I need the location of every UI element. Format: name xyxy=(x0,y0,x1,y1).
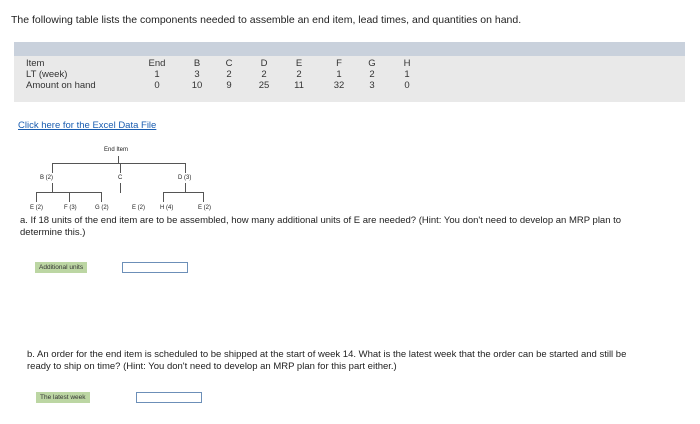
tree-line xyxy=(120,163,121,173)
question-b: b. An order for the end item is scheduled to be shipped at the start of week 14. What is the latest week that the order can be started and still be ready to ship on time? (Hint: You don't need to develop an MRP plan for this part either.) xyxy=(27,349,627,372)
table-cell: 32 xyxy=(333,80,345,91)
additional-units-label: Additional units xyxy=(35,262,87,273)
table-cell: 1 xyxy=(154,69,160,80)
table-cell: 2 xyxy=(261,69,267,80)
table-cell: G xyxy=(368,58,376,69)
tree-line xyxy=(203,192,204,202)
tree-node-e2: E (2) xyxy=(132,205,146,211)
table-row-item xyxy=(14,58,685,69)
tree-line xyxy=(69,192,70,202)
tree-node-b: B (2) xyxy=(40,175,54,181)
table-row-lt xyxy=(14,69,685,80)
row-label-lt: LT (week) xyxy=(26,69,68,80)
tree-node-end-item: End Item xyxy=(104,147,129,153)
tree-node-f: F (3) xyxy=(64,205,77,211)
table-cell: End xyxy=(148,58,166,69)
row-label-onhand: Amount on hand xyxy=(26,80,96,91)
table-cell: 10 xyxy=(191,80,203,91)
tree-node-h: H (4) xyxy=(160,205,174,211)
intro-text: The following table lists the components needed to assemble an end item, lead times, and quantities on hand. xyxy=(11,14,522,26)
latest-week-input[interactable] xyxy=(136,392,202,403)
tree-node-g: G (2) xyxy=(95,205,109,211)
tree-node-d: D (3) xyxy=(178,175,192,181)
table-cell: 25 xyxy=(258,80,270,91)
tree-line xyxy=(52,163,185,164)
table-cell: 3 xyxy=(369,80,375,91)
tree-line xyxy=(36,192,37,202)
table-cell: 2 xyxy=(369,69,375,80)
tree-node-c: C xyxy=(118,175,123,181)
table-cell: 2 xyxy=(296,69,302,80)
table-cell: D xyxy=(260,58,268,69)
tree-line xyxy=(163,192,203,193)
table-cell: F xyxy=(336,58,342,69)
table-cell: 3 xyxy=(194,69,200,80)
table-cell: 11 xyxy=(294,80,304,91)
table-cell: 2 xyxy=(226,69,232,80)
latest-week-label: The latest week xyxy=(36,392,90,403)
table-cell: 0 xyxy=(404,80,410,91)
table-cell: B xyxy=(193,58,201,69)
table-header-band xyxy=(14,42,685,56)
table-cell: 9 xyxy=(226,80,232,91)
tree-line xyxy=(120,183,121,193)
table-cell: C xyxy=(225,58,233,69)
tree-node-e1: E (2) xyxy=(30,205,44,211)
tree-line xyxy=(101,192,102,202)
additional-units-input[interactable] xyxy=(122,262,188,273)
table-cell: 1 xyxy=(336,69,342,80)
components-table xyxy=(14,42,685,102)
table-cell: 1 xyxy=(404,69,410,80)
table-cell: H xyxy=(403,58,411,69)
row-label-item: Item xyxy=(26,58,45,69)
table-row-onhand xyxy=(14,80,685,91)
excel-data-link[interactable]: Click here for the Excel Data File xyxy=(18,120,157,131)
tree-line xyxy=(163,192,164,202)
table-cell: 0 xyxy=(154,80,160,91)
tree-line xyxy=(185,163,186,173)
tree-node-e3: E (2) xyxy=(198,205,212,211)
table-body xyxy=(14,56,685,102)
tree-line xyxy=(52,163,53,173)
table-cell: E xyxy=(295,58,303,69)
question-a: a. If 18 units of the end item are to be assembled, how many additional units of E are needed? (Hint: You don't need to develop an MRP plan to determine this.) xyxy=(20,215,622,238)
